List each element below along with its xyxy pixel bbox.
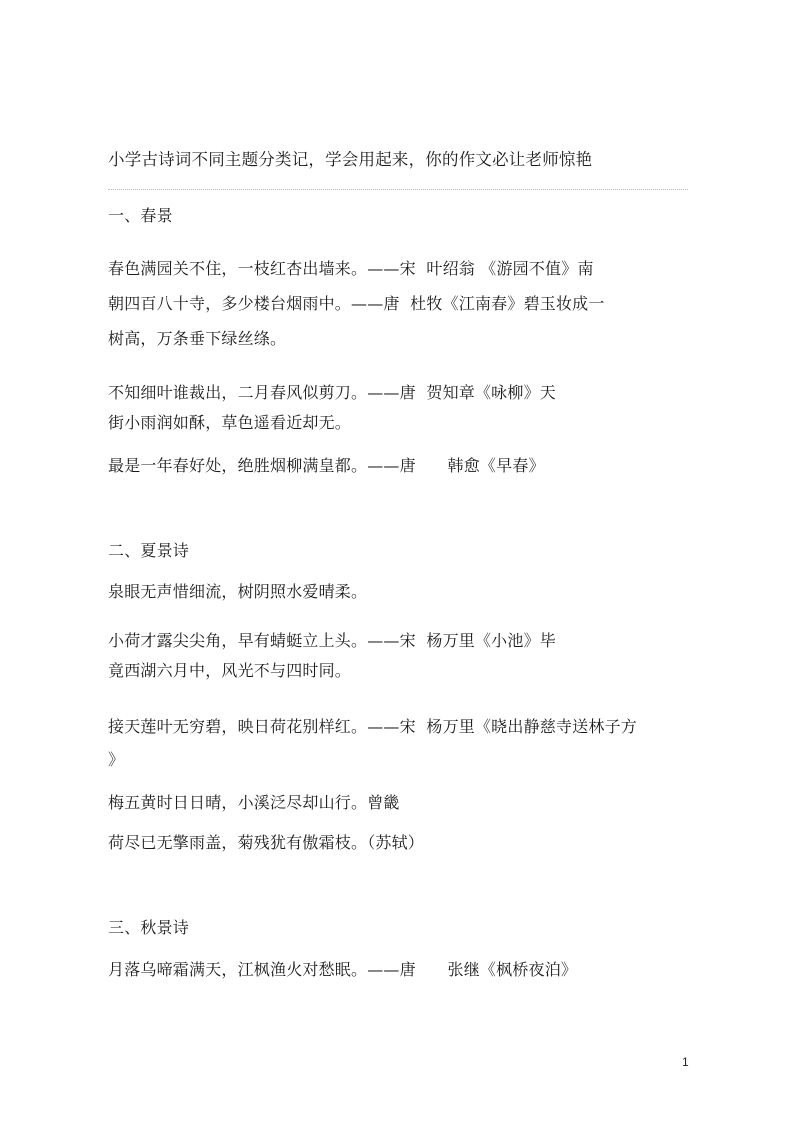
page-number: 1 xyxy=(682,1055,689,1069)
poem-line: 树高，万条垂下绿丝绦。 xyxy=(108,329,287,348)
poem-line: 荷尽已无擎雨盖，菊残犹有傲霜枝。（苏轼） xyxy=(108,833,425,852)
title-divider xyxy=(108,189,688,190)
poem-line: 街小雨润如酥，草色遥看近却无。 xyxy=(108,413,352,432)
section-heading-spring: 一、春景 xyxy=(108,206,173,225)
poem-line: 泉眼无声惜细流，树阴照水爱晴柔。 xyxy=(108,582,368,601)
poem-line: 不知细叶谁裁出，二月春风似剪刀。——唐 贺知章《咏柳》天 xyxy=(108,383,556,402)
poem-line: 小荷才露尖尖角，早有蜻蜓立上头。——宋 杨万里《小池》毕 xyxy=(108,631,556,650)
poem-line: 春色满园关不住，一枝红杏出墙来。——宋 叶绍翁 《游园不值》南 xyxy=(108,259,594,278)
poem-line: 》 xyxy=(108,750,125,769)
poem-line: 月落乌啼霜满天，江枫渔火对愁眠。——唐 张继《枫桥夜泊》 xyxy=(108,960,578,979)
poem-line: 梅五黄时日日晴，小溪泛尽却山行。曾畿 xyxy=(108,793,400,812)
section-heading-autumn: 三、秋景诗 xyxy=(108,918,190,937)
poem-line: 最是一年春好处，绝胜烟柳满皇都。——唐 韩愈《早春》 xyxy=(108,456,545,475)
document-title: 小学古诗词不同主题分类记，学会用起来，你的作文必让老师惊艳 xyxy=(108,150,593,169)
poem-line: 竟西湖六月中，风光不与四时同。 xyxy=(108,661,352,680)
poem-line: 朝四百八十寺，多少楼台烟雨中。——唐 杜牧《江南春》碧玉妆成一 xyxy=(108,294,605,313)
poem-line: 接天莲叶无穷碧，映日荷花别样红。——宋 杨万里《晓出静慈寺送林子方 xyxy=(108,717,637,736)
section-heading-summer: 二、夏景诗 xyxy=(108,541,190,560)
